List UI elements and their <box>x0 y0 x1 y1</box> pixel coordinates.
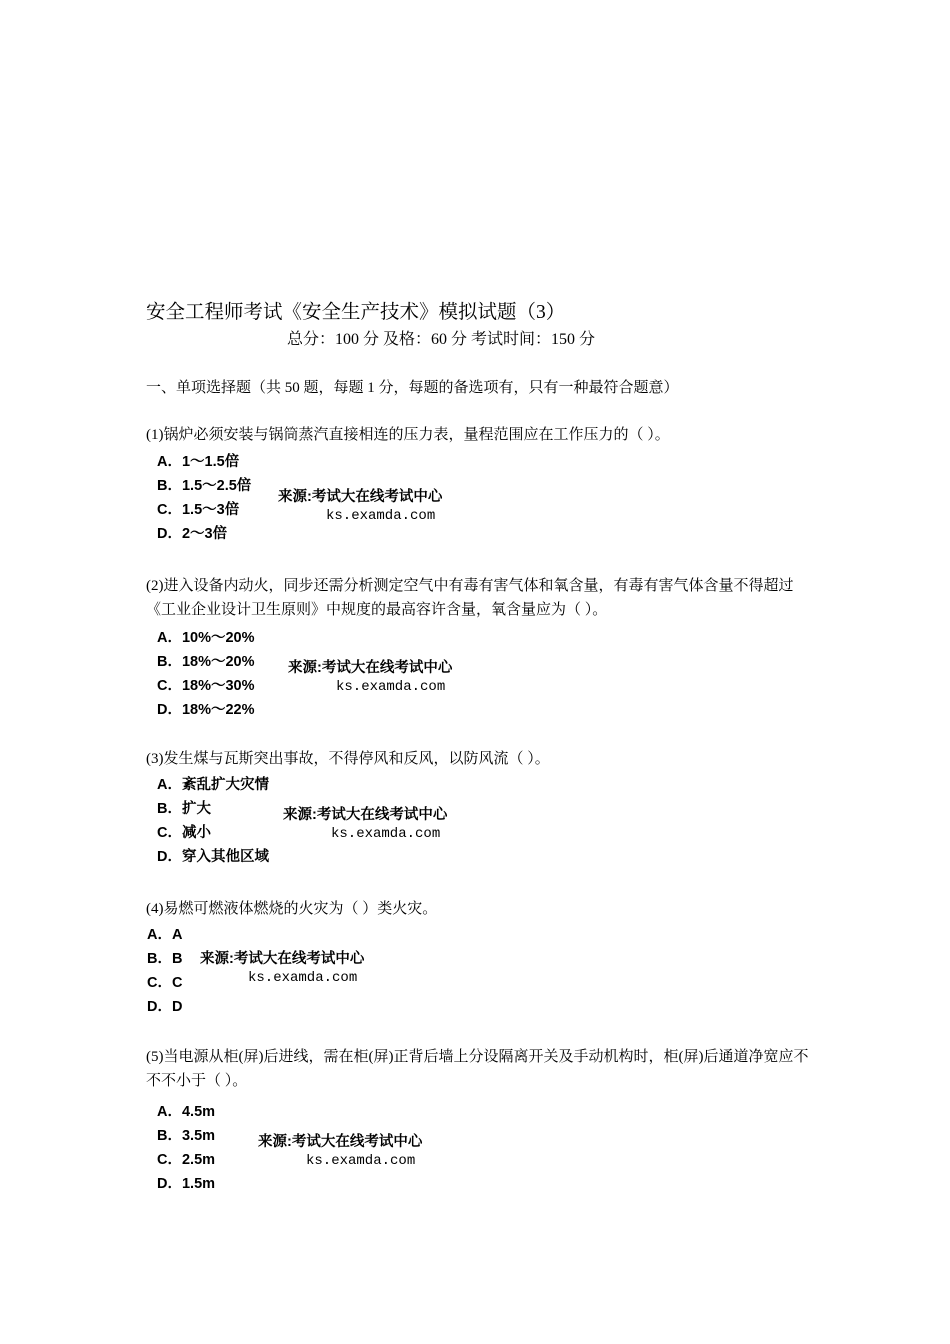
watermark-text: 来源:考试大在线考试中心 <box>283 807 448 823</box>
option-d: D．穿入其他区域 <box>157 849 269 865</box>
watermark-url: ks.examda.com <box>331 826 441 842</box>
question-text: (5)当电源从柜(屏)后进线，需在柜(屏)正背后墙上分设隔离开关及手动机构时，柜(屏)后通道净宽应不不不小于（ ）。 <box>146 1049 809 1089</box>
option-b: B．1.5～2.5倍 <box>157 478 252 494</box>
option-a: A．A <box>147 927 183 943</box>
question-text: (1)锅炉必须安装与锅筒蒸汽直接相连的压力表，量程范围应在工作压力的（ ）。 <box>146 427 670 443</box>
source-watermark <box>258 1130 422 1169</box>
option-c: C．1.5～3倍 <box>157 502 240 518</box>
option-d: D．2～3倍 <box>157 526 228 542</box>
watermark-url: ks.examda.com <box>248 970 358 986</box>
watermark-url: ks.examda.com <box>336 679 446 695</box>
watermark-text: 来源:考试大在线考试中心 <box>258 1134 423 1150</box>
option-b: B．B <box>147 951 183 967</box>
watermark-url: ks.examda.com <box>306 1153 416 1169</box>
question-text: (4)易燃可燃液体燃烧的火灾为（ ）类火灾。 <box>146 901 438 917</box>
option-a: A．10%～20% <box>157 630 255 646</box>
option-b: B．扩大 <box>157 801 211 817</box>
watermark-text: 来源:考试大在线考试中心 <box>288 660 453 676</box>
option-a: A．4.5m <box>157 1104 216 1120</box>
question-text: (2)进入设备内动火，同步还需分析测定空气中有毒有害气体和氧含量，有毒有害气体含量不得超过《工业企业设计卫生原则》中规度的最高容许含量，氧含量应为（ ）。 <box>146 578 794 618</box>
option-d: D．18%～22% <box>157 702 255 718</box>
option-b: B．18%～20% <box>157 654 255 670</box>
watermark-text: 来源:考试大在线考试中心 <box>278 489 443 505</box>
option-a: A．紊乱扩大灾情 <box>157 777 269 793</box>
option-d: D．D <box>147 999 183 1015</box>
question-text: (3)发生煤与瓦斯突出事故，不得停风和反风，以防风流（ ）。 <box>146 751 550 767</box>
exam-info: 总分：100 分 及格：60 分 考试时间：150 分 <box>287 331 596 348</box>
source-watermark <box>288 656 452 695</box>
option-c: C．18%～30% <box>157 678 255 694</box>
source-watermark <box>200 947 364 986</box>
option-b: B．3.5m <box>157 1128 216 1144</box>
section-heading: 一、单项选择题（共 50 题，每题 1 分，每题的备选项有，只有一种最符合题意） <box>146 380 679 396</box>
source-watermark <box>283 803 447 842</box>
option-a: A．1～1.5倍 <box>157 454 240 470</box>
page-title: 安全工程师考试《安全生产技术》模拟试题（3） <box>146 302 566 323</box>
option-c: C．2.5m <box>157 1152 216 1168</box>
source-watermark <box>278 485 442 524</box>
watermark-text: 来源:考试大在线考试中心 <box>200 951 365 967</box>
option-c: C．C <box>147 975 183 991</box>
option-c: C．减小 <box>157 825 211 841</box>
option-d: D．1.5m <box>157 1176 216 1192</box>
watermark-url: ks.examda.com <box>326 508 436 524</box>
